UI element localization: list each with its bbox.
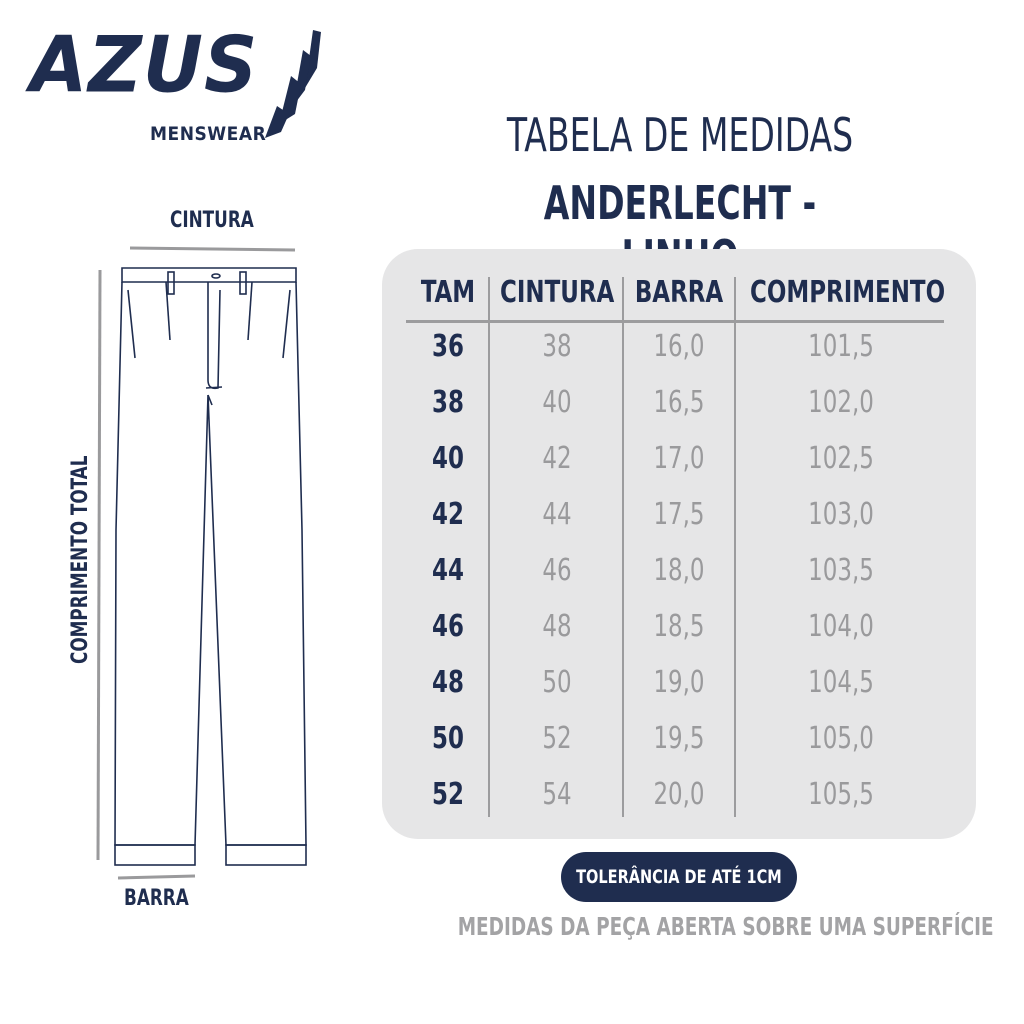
- cell-size: 48: [432, 665, 464, 700]
- cell-waist: 52: [542, 721, 572, 756]
- size-table: [382, 249, 976, 839]
- cell-size: 52: [432, 777, 464, 812]
- cell-size: 46: [432, 609, 464, 644]
- header-hem: BARRA: [634, 275, 724, 310]
- cell-hem: 17,0: [653, 441, 705, 476]
- cell-length: 104,0: [808, 609, 874, 644]
- cell-length: 102,0: [808, 385, 874, 420]
- cell-hem: 19,5: [653, 721, 705, 756]
- cell-length: 104,5: [808, 665, 874, 700]
- tolerance-text: TOLERÂNCIA DE ATÉ 1CM: [576, 866, 782, 888]
- cell-waist: 48: [542, 609, 572, 644]
- cell-waist: 44: [542, 497, 572, 532]
- cell-hem: 18,5: [653, 609, 705, 644]
- column-divider: [734, 277, 736, 817]
- header-divider: [406, 320, 944, 323]
- cell-length: 105,0: [808, 721, 874, 756]
- brand-name: AZUS: [30, 19, 259, 111]
- cell-hem: 18,0: [653, 553, 705, 588]
- cell-waist: 54: [542, 777, 572, 812]
- cell-length: 103,0: [808, 497, 874, 532]
- tolerance-badge: [561, 852, 797, 902]
- hem-label: BARRA: [124, 886, 189, 911]
- product-name: ANDERLECHT -: [543, 176, 817, 230]
- header-length: COMPRIMENTO: [750, 275, 946, 310]
- cell-hem: 16,0: [653, 329, 705, 364]
- cell-hem: 17,5: [653, 497, 705, 532]
- hem-measure-line: [118, 876, 195, 878]
- header-waist: CINTURA: [500, 275, 615, 310]
- cell-size: 50: [432, 721, 464, 756]
- cell-waist: 50: [542, 665, 572, 700]
- size-table-panel: [382, 249, 976, 839]
- cell-hem: 16,5: [653, 385, 705, 420]
- cell-size: 38: [432, 385, 464, 420]
- cell-waist: 40: [542, 385, 572, 420]
- page-title: TABELA DE MEDIDAS: [506, 108, 854, 162]
- brand-logo: [30, 19, 310, 158]
- waist-label: CINTURA: [170, 208, 254, 233]
- cell-length: 103,5: [808, 553, 874, 588]
- header-size: TAM: [420, 275, 476, 310]
- cell-hem: 19,0: [653, 665, 705, 700]
- cell-waist: 42: [542, 441, 572, 476]
- cell-hem: 20,0: [653, 777, 705, 812]
- cell-length: 101,5: [808, 329, 874, 364]
- footnote: MEDIDAS DA PEÇA ABERTA SOBRE UMA SUPERFÍCIE: [457, 912, 994, 941]
- cell-size: 36: [432, 329, 464, 364]
- brand-subtitle: MENSWEAR: [150, 123, 267, 145]
- cell-size: 44: [432, 553, 464, 588]
- column-divider: [622, 277, 624, 817]
- cell-size: 42: [432, 497, 464, 532]
- length-label: COMPRIMENTO TOTAL: [68, 455, 93, 664]
- cell-size: 40: [432, 441, 464, 476]
- cell-waist: 46: [542, 553, 572, 588]
- cell-waist: 38: [542, 329, 572, 364]
- pants-diagram: [80, 230, 320, 880]
- cell-length: 105,5: [808, 777, 874, 812]
- cell-length: 102,5: [808, 441, 874, 476]
- waist-measure-line: [130, 248, 295, 250]
- length-measure-line: [98, 270, 100, 860]
